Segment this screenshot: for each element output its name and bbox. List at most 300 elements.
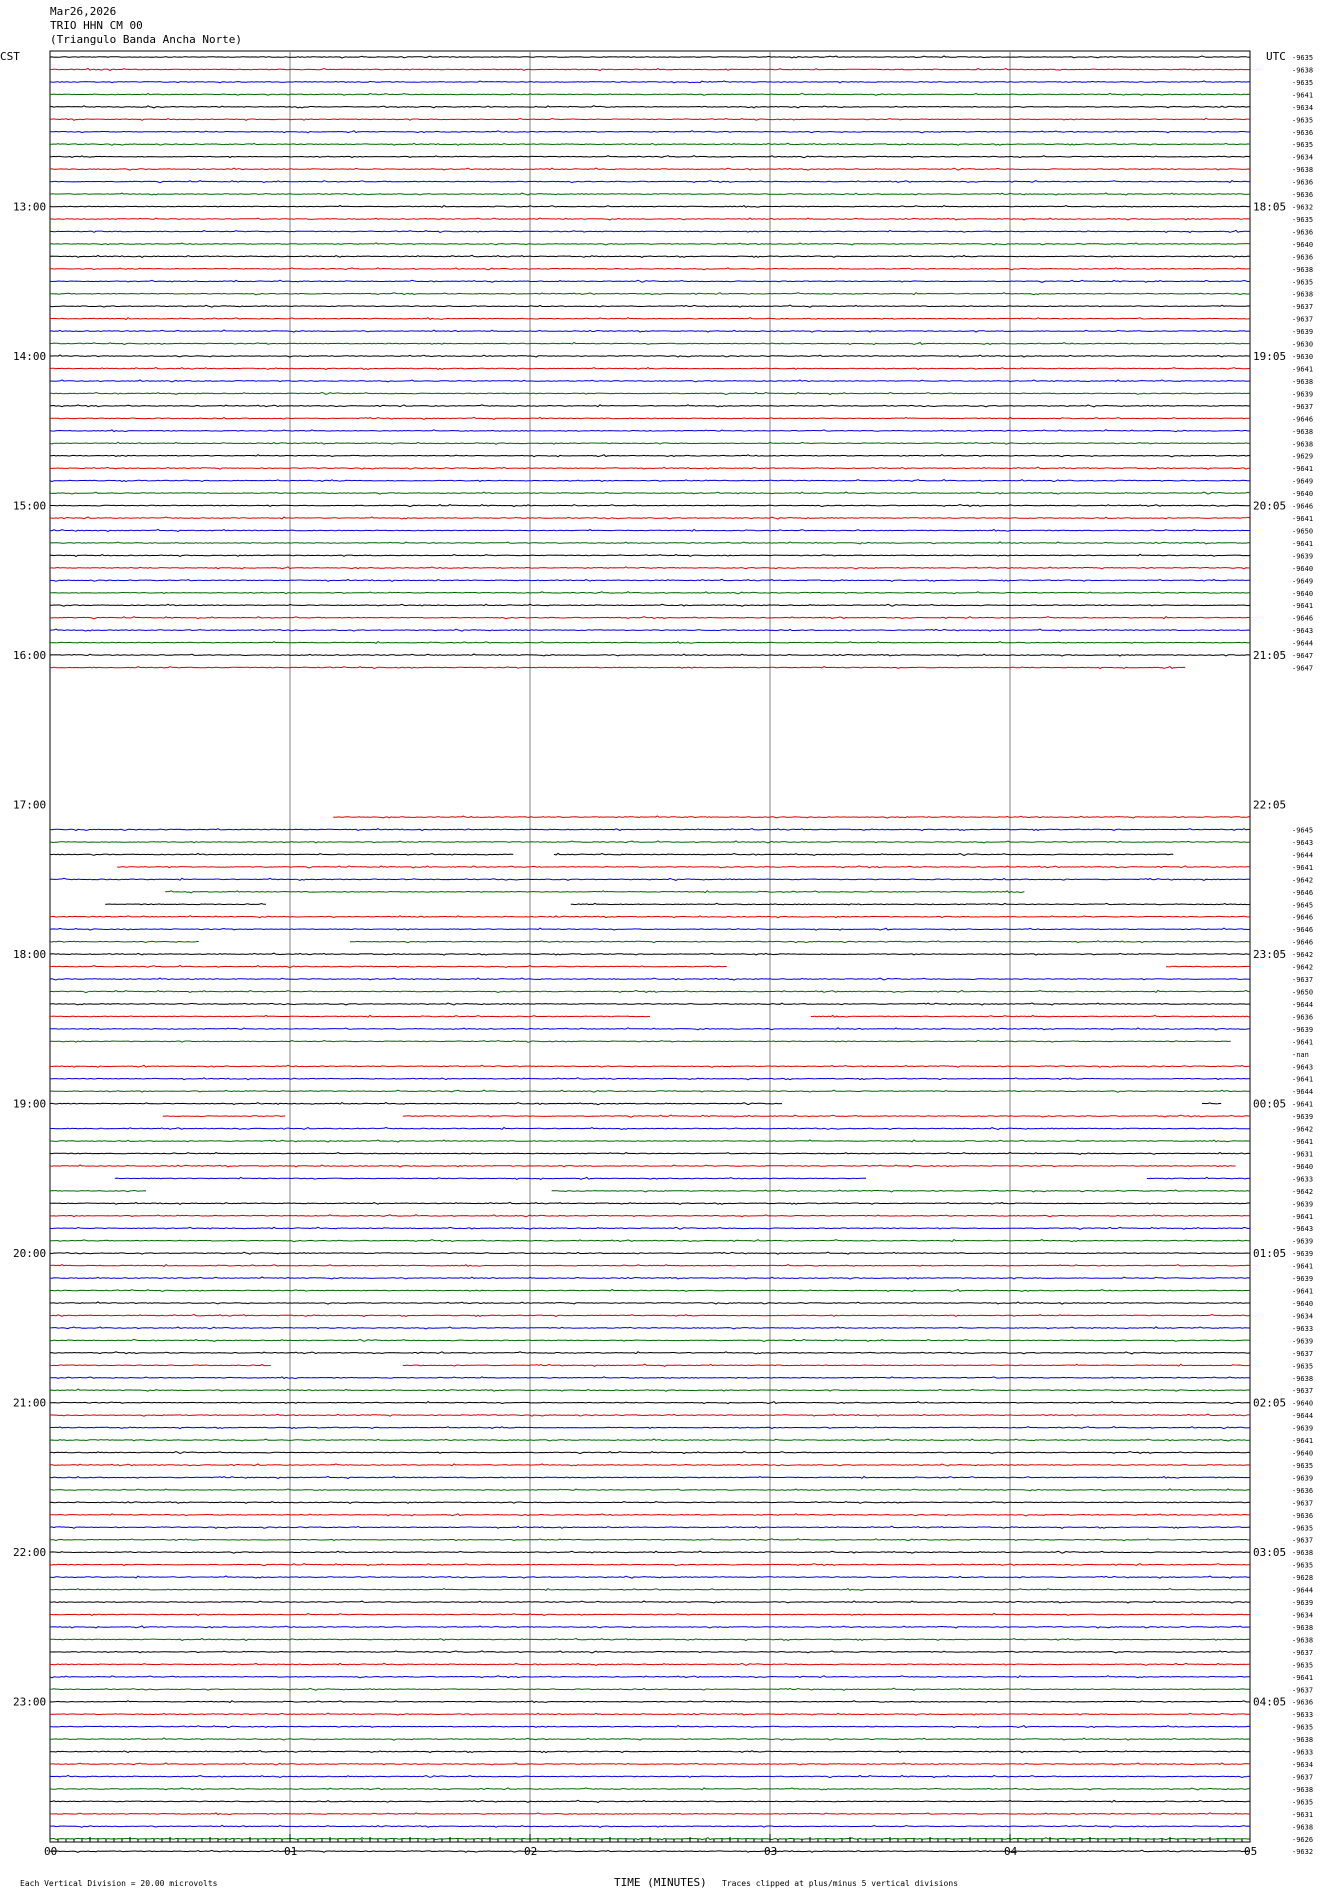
x-tick-label: 02 <box>524 1845 538 1858</box>
row-offset-label: -9645 <box>1292 826 1314 835</box>
row-offset-label: -9638 <box>1292 1636 1314 1645</box>
trace-row-139 <box>50 1788 1250 1790</box>
row-offset-label: -9641 <box>1292 1100 1314 1109</box>
row-offset-label: -9630 <box>1292 340 1314 349</box>
row-offset-label: -9638 <box>1292 1785 1314 1794</box>
row-offset-label: -9644 <box>1292 1586 1314 1595</box>
trace-row-33 <box>50 467 1250 469</box>
row-offset-label: -9637 <box>1292 303 1314 312</box>
row-offset-label: -9641 <box>1292 1673 1314 1682</box>
trace-row-27 <box>50 392 1250 394</box>
trace-row-64 <box>50 853 513 855</box>
trace-row-14 <box>50 230 1250 232</box>
row-offset-label: -9635 <box>1292 54 1314 62</box>
trace-row-77 <box>50 1015 650 1017</box>
trace-row-67 <box>165 891 1024 893</box>
utc-hour-label: 01:05 <box>1253 1247 1287 1261</box>
trace-row-1 <box>50 68 1250 70</box>
trace-row-19 <box>50 293 1250 295</box>
row-offset-label: -9642 <box>1292 1125 1314 1134</box>
row-offset-label: -9646 <box>1292 614 1314 623</box>
trace-row-46 <box>50 629 1250 631</box>
trace-row-84 <box>50 1103 782 1105</box>
row-offset-label: -9634 <box>1292 1312 1314 1321</box>
row-offset-label: -9641 <box>1292 1262 1314 1271</box>
trace-row-65 <box>117 866 1250 868</box>
row-offset-label: -9639 <box>1292 1200 1314 1209</box>
row-offset-label: -9644 <box>1292 1000 1314 1009</box>
trace-row-44 <box>50 604 1250 606</box>
trace-row-106 <box>50 1377 1250 1379</box>
row-offset-label: -9639 <box>1292 1237 1314 1246</box>
row-offset-label: -9646 <box>1292 938 1314 947</box>
trace-row-45 <box>50 617 1250 619</box>
cst-hour-label: 17:00 <box>13 798 47 812</box>
utc-hour-label: 22:05 <box>1253 798 1287 812</box>
row-offset-label: -9636 <box>1292 1013 1314 1022</box>
trace-row-30 <box>50 430 1250 432</box>
row-offset-label: -9636 <box>1292 178 1314 187</box>
row-offset-label: -9644 <box>1292 639 1314 648</box>
row-offset-label: -9635 <box>1292 1461 1314 1470</box>
row-offset-label: -9637 <box>1292 1349 1314 1358</box>
trace-row-91 <box>50 1191 146 1192</box>
trace-row-92 <box>50 1202 1250 1204</box>
trace-row-49 <box>50 667 1185 669</box>
trace-row-135 <box>50 1738 1250 1740</box>
row-offset-label: -9636 <box>1292 253 1314 262</box>
row-offset-label: -9640 <box>1292 589 1314 598</box>
clip-note: Traces clipped at plus/minus 5 vertical divisions <box>722 1879 959 1888</box>
trace-row-74 <box>50 978 1250 980</box>
row-offset-label: -9644 <box>1292 851 1314 860</box>
trace-row-23 <box>50 343 1250 345</box>
cst-hour-label: 23:00 <box>13 1695 47 1709</box>
row-offset-label: -9638 <box>1292 290 1314 299</box>
trace-row-42 <box>50 579 1250 581</box>
trace-row-144 <box>50 1850 1250 1852</box>
trace-row-34 <box>50 480 1250 482</box>
trace-row-66 <box>50 878 1250 880</box>
trace-row-134 <box>50 1726 1250 1728</box>
trace-row-70 <box>50 928 1250 930</box>
row-offset-label: -9635 <box>1292 1661 1314 1670</box>
row-offset-label: -9628 <box>1292 1574 1314 1583</box>
trace-row-91 <box>552 1190 1250 1192</box>
utc-hour-label: 00:05 <box>1253 1097 1287 1111</box>
trace-row-73 <box>1166 966 1250 967</box>
trace-row-93 <box>50 1215 1250 1217</box>
trace-row-138 <box>50 1775 1250 1777</box>
row-offset-label: -9646 <box>1292 502 1314 511</box>
row-offset-label: -9637 <box>1292 315 1314 324</box>
trace-row-94 <box>50 1227 1250 1229</box>
trace-row-83 <box>50 1090 1250 1092</box>
trace-row-15 <box>50 243 1250 245</box>
utc-hour-label: 18:05 <box>1253 200 1287 214</box>
trace-row-31 <box>50 442 1250 444</box>
trace-row-101 <box>50 1314 1250 1316</box>
trace-row-72 <box>50 953 1250 955</box>
trace-row-20 <box>50 305 1250 307</box>
trace-row-17 <box>50 268 1250 270</box>
trace-row-124 <box>50 1601 1250 1603</box>
scale-note: Each Vertical Division = 20.00 microvolts <box>20 1879 218 1888</box>
trace-row-119 <box>50 1539 1250 1541</box>
trace-row-28 <box>50 405 1250 407</box>
x-tick-label: 05 <box>1244 1845 1258 1858</box>
trace-row-142 <box>50 1825 1250 1827</box>
trace-row-37 <box>50 517 1250 519</box>
utc-hour-label: 02:05 <box>1253 1396 1287 1410</box>
utc-hour-label: 20:05 <box>1253 499 1287 513</box>
cst-hour-label: 22:00 <box>13 1546 47 1560</box>
x-tick-label: 00 <box>44 1845 58 1858</box>
row-offset-label: -9649 <box>1292 477 1314 486</box>
cst-hour-label: 15:00 <box>13 499 47 513</box>
trace-row-62 <box>50 829 1250 831</box>
row-offset-label: -9636 <box>1292 228 1314 237</box>
row-offset-label: -9636 <box>1292 1511 1314 1520</box>
row-offset-label: -9638 <box>1292 1374 1314 1383</box>
row-offset-label: -9641 <box>1292 1287 1314 1296</box>
row-offset-label: -9639 <box>1292 1424 1314 1433</box>
utc-hour-label: 04:05 <box>1253 1695 1287 1709</box>
trace-row-71 <box>50 941 199 942</box>
row-offset-label: -9640 <box>1292 240 1314 249</box>
trace-row-47 <box>50 642 1250 644</box>
row-offset-label: -9635 <box>1292 1561 1314 1570</box>
trace-row-123 <box>50 1589 1250 1591</box>
row-offset-label: -9638 <box>1292 1623 1314 1632</box>
x-tick-label: 01 <box>284 1845 298 1858</box>
row-offset-label: -9635 <box>1292 1524 1314 1533</box>
trace-row-10 <box>50 181 1250 183</box>
row-offset-label: -9642 <box>1292 1187 1314 1196</box>
row-offset-label: -9638 <box>1292 1736 1314 1745</box>
trace-row-29 <box>50 417 1250 419</box>
trace-row-9 <box>50 168 1250 170</box>
trace-row-89 <box>50 1165 1236 1167</box>
row-offset-label: -9639 <box>1292 1250 1314 1259</box>
trace-row-90 <box>1147 1177 1250 1179</box>
row-offset-label: -9638 <box>1292 265 1314 274</box>
trace-row-41 <box>50 567 1250 569</box>
row-offset-label: -9640 <box>1292 1300 1314 1308</box>
trace-row-98 <box>50 1277 1250 1279</box>
row-offset-label: -9639 <box>1292 390 1314 399</box>
row-offset-label: -9642 <box>1292 951 1314 960</box>
row-offset-label: -9641 <box>1292 539 1314 548</box>
row-offset-label: -nan <box>1292 1050 1309 1059</box>
row-offset-label: -9643 <box>1292 838 1314 847</box>
row-offset-label: -9637 <box>1292 1648 1314 1657</box>
row-offset-label: -9635 <box>1292 1798 1314 1807</box>
row-offset-label: -9641 <box>1292 91 1314 100</box>
trace-row-36 <box>50 505 1250 507</box>
row-offset-label: -9638 <box>1292 1823 1314 1832</box>
trace-row-103 <box>50 1339 1250 1341</box>
row-offset-label: -9636 <box>1292 1486 1314 1495</box>
trace-row-32 <box>50 455 1250 457</box>
row-offset-label: -9637 <box>1292 976 1314 985</box>
seismic-traces <box>50 56 1250 1852</box>
row-offset-label: -9646 <box>1292 913 1314 922</box>
x-axis-title: TIME (MINUTES) <box>614 1876 707 1889</box>
trace-row-68 <box>571 903 1250 905</box>
trace-row-86 <box>50 1128 1250 1130</box>
trace-row-136 <box>50 1751 1250 1753</box>
trace-row-43 <box>50 592 1250 594</box>
trace-row-95 <box>50 1240 1250 1242</box>
trace-row-11 <box>50 193 1250 195</box>
trace-row-12 <box>50 206 1250 208</box>
trace-row-107 <box>50 1389 1250 1391</box>
trace-row-113 <box>50 1464 1250 1466</box>
trace-row-127 <box>50 1638 1250 1640</box>
x-axis <box>44 1834 1257 1858</box>
row-offset-label: -9639 <box>1292 1113 1314 1122</box>
trace-row-112 <box>50 1452 1250 1454</box>
trace-row-18 <box>50 280 1250 282</box>
row-offset-label: -9636 <box>1292 1698 1314 1707</box>
trace-row-81 <box>50 1065 1250 1067</box>
network-name: (Triangulo Banda Ancha Norte) <box>50 33 243 46</box>
trace-row-22 <box>50 330 1250 332</box>
x-tick-label: 04 <box>1004 1845 1018 1858</box>
utc-hour-label: 23:05 <box>1253 948 1287 962</box>
trace-row-82 <box>50 1078 1250 1080</box>
trace-row-26 <box>50 380 1250 382</box>
row-offset-label: -9635 <box>1292 278 1314 287</box>
trace-row-0 <box>50 56 1250 58</box>
row-offset-label: -9645 <box>1292 901 1314 910</box>
trace-row-90 <box>115 1177 866 1179</box>
row-offset-label: -9639 <box>1292 1474 1314 1483</box>
trace-row-129 <box>50 1663 1250 1665</box>
row-offset-label: -9641 <box>1292 1437 1314 1446</box>
row-offset-label: -9638 <box>1292 66 1314 75</box>
trace-row-6 <box>50 131 1250 133</box>
plot-date: Mar26,2026 <box>50 5 117 18</box>
row-offset-label: -9635 <box>1292 215 1314 224</box>
row-offset-label: -9640 <box>1292 1162 1314 1171</box>
row-offset-label: -9635 <box>1292 78 1314 87</box>
row-offset-label: -9634 <box>1292 1761 1314 1770</box>
trace-row-7 <box>50 143 1250 145</box>
utc-hour-label: 21:05 <box>1253 649 1287 663</box>
row-offset-label: -9636 <box>1292 191 1314 200</box>
row-offset-label: -9637 <box>1292 402 1314 411</box>
row-offset-label: -9643 <box>1292 1225 1314 1234</box>
trace-row-69 <box>50 916 1250 918</box>
trace-row-116 <box>50 1502 1250 1504</box>
row-offset-label: -9634 <box>1292 103 1314 112</box>
row-offset-label: -9640 <box>1292 1449 1314 1458</box>
trace-row-104 <box>50 1352 1250 1354</box>
trace-row-5 <box>50 118 1250 120</box>
trace-row-85 <box>163 1116 285 1117</box>
trace-row-110 <box>50 1427 1250 1429</box>
trace-row-75 <box>50 990 1250 992</box>
trace-row-40 <box>50 554 1250 556</box>
trace-row-16 <box>50 255 1250 257</box>
cst-hour-label: 20:00 <box>13 1247 47 1261</box>
row-offset-label: -9631 <box>1292 1810 1314 1819</box>
row-offset-label: -9637 <box>1292 1773 1314 1782</box>
row-offset-label: -9638 <box>1292 377 1314 386</box>
row-offset-label: -9630 <box>1292 353 1314 362</box>
row-offset-label: -9633 <box>1292 1175 1314 1184</box>
trace-row-35 <box>50 492 1250 494</box>
row-offset-label: -9639 <box>1292 1337 1314 1346</box>
trace-row-125 <box>50 1613 1250 1615</box>
trace-row-133 <box>50 1713 1250 1715</box>
trace-row-117 <box>50 1514 1250 1516</box>
trace-row-121 <box>50 1564 1250 1566</box>
utc-hour-label: 19:05 <box>1253 350 1287 364</box>
row-offset-label: -9643 <box>1292 627 1314 636</box>
row-offset-label: -9634 <box>1292 153 1314 162</box>
trace-row-2 <box>50 81 1250 83</box>
trace-row-78 <box>50 1028 1250 1030</box>
trace-row-73 <box>50 966 727 968</box>
row-offset-label: -9641 <box>1292 602 1314 611</box>
row-offset-label: -9632 <box>1292 1848 1314 1857</box>
cst-hour-label: 19:00 <box>13 1097 47 1111</box>
row-offset-label: -9637 <box>1292 1499 1314 1508</box>
row-offset-label: -9639 <box>1292 1025 1314 1034</box>
cst-hour-label: 18:00 <box>13 948 47 962</box>
cst-hour-label: 14:00 <box>13 350 47 364</box>
row-offset-label: -9635 <box>1292 116 1314 125</box>
row-offset-label: -9639 <box>1292 328 1314 337</box>
trace-row-118 <box>50 1526 1250 1528</box>
x-tick-label: 03 <box>764 1845 778 1858</box>
trace-row-79 <box>50 1040 1231 1042</box>
trace-row-126 <box>50 1626 1250 1628</box>
trace-row-100 <box>50 1302 1250 1304</box>
trace-row-24 <box>50 355 1250 357</box>
row-offset-label: -9642 <box>1292 876 1314 885</box>
row-offset-label: -9639 <box>1292 1275 1314 1284</box>
trace-row-13 <box>50 218 1250 220</box>
row-offset-label: -9641 <box>1292 1138 1314 1147</box>
row-offset-labels <box>1292 54 1313 1856</box>
row-offset-label: -9631 <box>1292 1150 1314 1159</box>
row-offset-label: -9638 <box>1292 1549 1314 1558</box>
row-offset-label: -9650 <box>1292 988 1314 997</box>
trace-row-71 <box>350 941 1250 943</box>
row-offset-label: -9642 <box>1292 963 1314 972</box>
plot-frame <box>50 51 1250 1842</box>
trace-row-111 <box>50 1439 1250 1441</box>
trace-row-96 <box>50 1252 1250 1254</box>
row-offset-label: -9638 <box>1292 166 1314 175</box>
row-offset-label: -9626 <box>1292 1835 1314 1844</box>
minute-gridlines <box>50 51 1250 1842</box>
utc-hour-label: 03:05 <box>1253 1546 1287 1560</box>
left-timezone-label: CST <box>0 50 20 63</box>
row-offset-label: -9640 <box>1292 490 1314 499</box>
row-offset-label: -9649 <box>1292 577 1314 586</box>
trace-row-63 <box>50 841 1250 843</box>
row-offset-label: -9633 <box>1292 1748 1314 1757</box>
cst-hour-label: 16:00 <box>13 649 47 663</box>
row-offset-label: -9635 <box>1292 1362 1314 1371</box>
trace-row-38 <box>50 529 1250 531</box>
trace-row-77 <box>811 1015 1250 1017</box>
trace-row-109 <box>50 1414 1250 1416</box>
trace-row-25 <box>50 368 1250 370</box>
trace-row-115 <box>50 1489 1250 1491</box>
row-offset-label: -9644 <box>1292 1412 1314 1421</box>
trace-row-141 <box>50 1813 1250 1815</box>
row-offset-label: -9641 <box>1292 1212 1314 1221</box>
row-offset-label: -9647 <box>1292 652 1314 661</box>
row-offset-label: -9641 <box>1292 365 1314 374</box>
trace-row-8 <box>50 156 1250 158</box>
row-offset-label: -9633 <box>1292 1324 1314 1333</box>
row-offset-label: -9640 <box>1292 1399 1314 1408</box>
row-offset-label: -9632 <box>1292 203 1314 212</box>
trace-row-87 <box>50 1140 1250 1142</box>
trace-row-39 <box>50 542 1250 544</box>
row-offset-label: -9641 <box>1292 1075 1314 1084</box>
row-offset-label: -9640 <box>1292 564 1314 573</box>
row-offset-label: -9641 <box>1292 465 1314 474</box>
trace-row-105 <box>50 1365 271 1366</box>
cst-hour-label: 21:00 <box>13 1396 47 1410</box>
right-timezone-label: UTC <box>1266 50 1286 63</box>
row-offset-label: -9650 <box>1292 527 1314 536</box>
trace-row-120 <box>50 1551 1250 1553</box>
row-offset-label: -9629 <box>1292 452 1314 461</box>
row-offset-label: -9639 <box>1292 1599 1314 1608</box>
row-offset-label: -9638 <box>1292 427 1314 436</box>
trace-row-132 <box>50 1701 1250 1703</box>
row-offset-label: -9643 <box>1292 1063 1314 1072</box>
trace-row-61 <box>333 816 1250 818</box>
trace-row-99 <box>50 1290 1250 1292</box>
row-offset-label: -9646 <box>1292 926 1314 935</box>
row-offset-label: -9637 <box>1292 1536 1314 1545</box>
trace-row-97 <box>50 1265 1250 1267</box>
trace-row-140 <box>50 1800 1250 1802</box>
trace-row-84 <box>1202 1103 1221 1104</box>
trace-row-131 <box>50 1688 1250 1690</box>
row-offset-label: -9646 <box>1292 415 1314 424</box>
row-offset-label: -9641 <box>1292 1038 1314 1047</box>
trace-row-88 <box>50 1152 1250 1154</box>
row-offset-label: -9644 <box>1292 1088 1314 1097</box>
trace-row-108 <box>50 1402 1250 1404</box>
trace-row-114 <box>50 1476 1250 1478</box>
cst-hour-label: 13:00 <box>13 200 47 214</box>
station-code: TRIO HHN CM 00 <box>50 19 143 32</box>
trace-row-130 <box>50 1676 1250 1678</box>
trace-row-137 <box>50 1763 1250 1765</box>
row-offset-label: -9637 <box>1292 1686 1314 1695</box>
row-offset-label: -9647 <box>1292 664 1314 673</box>
row-offset-label: -9634 <box>1292 1611 1314 1620</box>
trace-row-128 <box>50 1651 1250 1653</box>
trace-row-3 <box>50 93 1250 95</box>
trace-row-64 <box>554 853 1173 855</box>
row-offset-label: -9635 <box>1292 1723 1314 1732</box>
trace-row-102 <box>50 1327 1250 1329</box>
row-offset-label: -9637 <box>1292 1387 1314 1396</box>
